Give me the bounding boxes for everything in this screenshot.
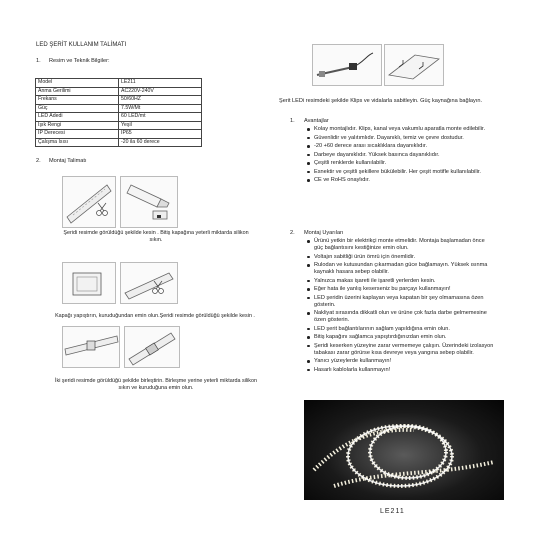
bullet-icon xyxy=(307,328,310,331)
warning-text: Yanıcı yüzeylerde kullanmayın! xyxy=(314,358,392,364)
document-title: LED ŞERİT KULLANIM TALİMATI xyxy=(36,42,127,48)
spec-key: IP Derecesi xyxy=(36,130,119,139)
silicone-apply-image xyxy=(120,176,178,228)
spec-value: 7.5W/Mt xyxy=(119,104,202,113)
caption-line: Şeridi resimde görüldüğü şekilde kesin . Bitiş kapağına yeterli miktarda silikon xyxy=(63,230,249,236)
warning-item xyxy=(314,326,493,333)
bullet-icon xyxy=(307,137,310,140)
bullet-icon xyxy=(307,345,310,348)
spec-key: Frekans xyxy=(36,96,119,105)
warning-item xyxy=(314,358,493,365)
advantage-text: Esnektir ve çeşitli şekillere bükülebilir. Her çeşit motifle kullanılabilir. xyxy=(314,168,481,175)
warning-text: LED şeridin üzerini kaplayan veya kapatan bir şey olmamasına özen xyxy=(314,294,484,301)
bullet-icon xyxy=(307,312,310,315)
bullet-icon xyxy=(307,264,310,267)
bullet-icon xyxy=(307,336,310,339)
advantage-text: Güvenlidir ve yalıtımlıdır. Dayanıklı, temiz ve çevre dostudur. xyxy=(314,134,464,141)
warning-item xyxy=(314,286,493,293)
warning-text: gösterin. xyxy=(314,301,336,308)
spec-row xyxy=(36,130,202,139)
spec-value: AC220V-240V xyxy=(119,87,202,96)
bullet-icon xyxy=(307,179,310,182)
caption-line: sıkın. xyxy=(149,237,163,243)
warning-item xyxy=(314,295,493,309)
step-caption-cap: Kapağı yapıştırın, kuruduğundan emin olun.Şeridi resimde görüldüğü şekilde kesin . xyxy=(55,313,255,319)
advantage-item xyxy=(314,169,485,178)
advantages-list xyxy=(314,126,485,186)
bullet-icon xyxy=(307,280,310,283)
warning-text: özen gösterin. xyxy=(314,317,350,323)
advantage-text: Kolay montajlıdır. Klips, kanal veya vakumlu aparatla monte edilebilir. xyxy=(314,126,486,132)
warning-text: Eğer hata ile yanlış keserseniz bu parçayı kullanmayın! xyxy=(314,286,451,292)
bullet-icon xyxy=(307,297,310,300)
warning-text: güç bağlantısını kestiğinize emin olun. xyxy=(314,245,409,251)
end-cap-image xyxy=(62,262,116,304)
power-plug-image xyxy=(312,44,382,86)
bullet-icon xyxy=(307,369,310,372)
warning-item xyxy=(314,334,493,341)
advantage-text: -20 +60 derece arası sıcaklıklara dayanıklıdır. xyxy=(314,143,428,149)
bullet-icon xyxy=(307,256,310,259)
spec-row xyxy=(36,104,202,113)
spec-value: LE211 xyxy=(119,79,202,88)
bullet-icon xyxy=(307,360,310,363)
warning-item xyxy=(314,310,493,324)
section2-title: Montaj Talimatı xyxy=(49,158,87,164)
warnings-number: 2. xyxy=(290,230,295,236)
warning-text: Voltajın sabitliği ürün ömrü için önemlidir. xyxy=(314,253,416,260)
spec-key: LED Adedi xyxy=(36,113,119,122)
spec-value: 50/60HZ xyxy=(119,96,202,105)
warning-text: Yalnızca makas işareti ile işaretli yerlerden kesin. xyxy=(314,277,436,284)
spec-value: 60 LED/mt xyxy=(119,113,202,122)
strip-cut-image xyxy=(62,176,116,228)
spec-row xyxy=(36,113,202,122)
spec-key: Güç xyxy=(36,104,119,113)
product-label: LE211 xyxy=(380,508,405,515)
warning-text: tabakası zarar görürse kısa devreye veya yangına sebep olabilir. xyxy=(314,349,474,356)
advantage-item xyxy=(314,143,485,152)
spec-row xyxy=(36,96,202,105)
spec-row xyxy=(36,87,202,96)
spec-key: Çalışma Isısı xyxy=(36,138,119,147)
advantage-text: Çeşitli renklerde kullanılabilir. xyxy=(314,160,387,166)
caption-line: sıkın ve kuruduğuna emin olun. xyxy=(118,385,194,391)
warning-item xyxy=(314,278,493,285)
bullet-icon xyxy=(307,154,310,157)
warning-item xyxy=(314,238,493,252)
advantage-item xyxy=(314,160,485,169)
section1-number: 1. xyxy=(36,58,41,64)
section1-title: Resim ve Teknik Bilgiler: xyxy=(49,58,110,64)
advantage-item xyxy=(314,152,485,161)
step-caption-join xyxy=(22,378,290,392)
warning-text: Şeridi keserken yüzeyine zarar vermemeye çalışın. Üzerindeki izolasyon xyxy=(314,342,494,349)
warning-text: Ürünü yetkin bir elektrikçi monte etmelidir. Montaja başlamadan önce xyxy=(314,238,485,244)
warning-text: LED şerit bağlantılarının sağlam yapıldığına emin olun. xyxy=(314,325,450,332)
strip-cut-image-2 xyxy=(120,262,178,304)
spec-row xyxy=(36,121,202,130)
warning-text: Bitiş kapağını sağlamca yapıştırdığınızdan emin olun. xyxy=(314,334,447,340)
advantages-number: 1. xyxy=(290,118,295,124)
warning-item xyxy=(314,343,493,357)
warning-text: kaynaklı hasara sebep olabilir. xyxy=(314,269,389,275)
spec-value: -20 ila 60 derece xyxy=(119,138,202,147)
warning-item xyxy=(314,254,493,261)
step-caption-cut xyxy=(34,230,278,244)
section2-number: 2. xyxy=(36,158,41,164)
warnings-list xyxy=(314,238,493,375)
strip-join-image xyxy=(62,326,120,368)
clip-mount-image xyxy=(384,44,444,86)
bullet-icon xyxy=(307,288,310,291)
warning-item xyxy=(314,367,493,374)
advantages-title: Avantajlar xyxy=(304,118,329,124)
spec-key: Model xyxy=(36,79,119,88)
bullet-icon xyxy=(307,128,310,131)
bullet-icon xyxy=(307,145,310,148)
warning-text: Nakliyat sırasında dikkatli olun ve ürüne çok fazla darbe gelmemesine xyxy=(314,310,487,316)
advantage-item xyxy=(314,135,485,144)
warning-text: Rulodan ve kutusundan çıkarmadan güce bağlamayın. Yüksek ısınma xyxy=(314,262,488,268)
spec-value: Yeşil xyxy=(119,121,202,130)
joined-strip-image xyxy=(124,326,180,368)
caption-line: İki şeridi resimde görüldüğü şekilde birleştirin. Birleşme yerine yeterli miktarda silikon xyxy=(55,378,257,384)
spec-key: Işık Rengi xyxy=(36,121,119,130)
spec-table xyxy=(35,78,202,147)
spec-key: Anma Gerilimi xyxy=(36,87,119,96)
right-caption: Şerit LEDi resimdeki şekilde Klips ve vidalarla sabitleyin. Güç kaynağına bağlayın. xyxy=(279,98,483,104)
bullet-icon xyxy=(307,162,310,165)
advantage-item xyxy=(314,126,485,135)
scissors-icon xyxy=(97,203,108,216)
bullet-icon xyxy=(307,240,310,243)
advantage-text: Darbeye dayanıklıdır. Yüksek basınca dayanıklıdır. xyxy=(314,151,440,158)
bullet-icon xyxy=(307,171,310,174)
warning-item xyxy=(314,262,493,276)
plug-icon xyxy=(349,63,357,70)
spec-row xyxy=(36,79,202,88)
advantage-text: CE ve RoHS onaylıdır. xyxy=(314,177,370,183)
product-photo xyxy=(304,400,504,500)
warning-text: Hasarlı kablolarla kullanmayın! xyxy=(314,366,391,373)
spec-value: IP65 xyxy=(119,130,202,139)
spec-row xyxy=(36,138,202,147)
warnings-title: Montaj Uyarıları xyxy=(304,230,344,236)
advantage-item xyxy=(314,177,485,186)
